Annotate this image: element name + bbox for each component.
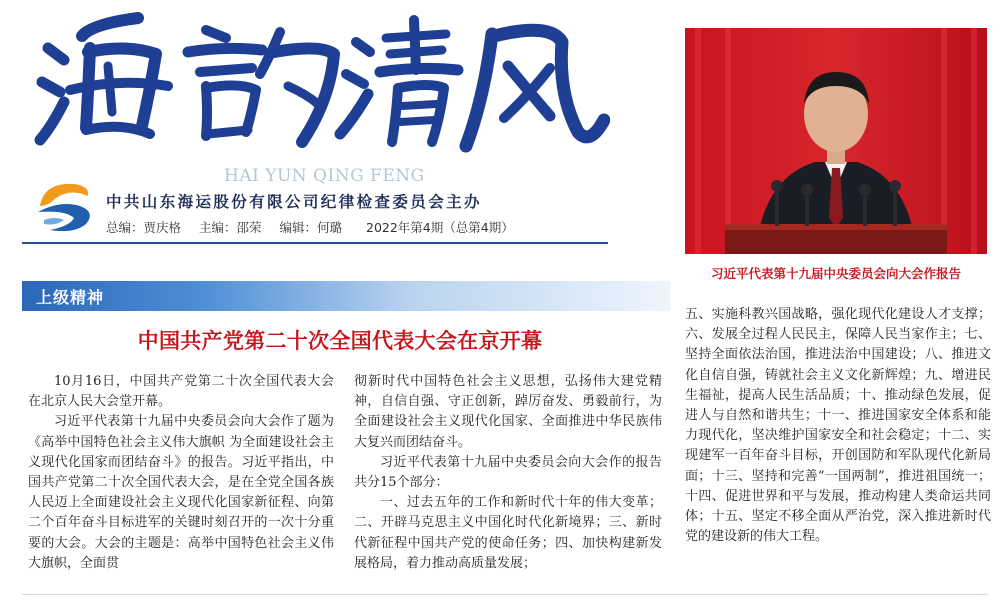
article-paragraph: 一、过去五年的工作和新时代十年的伟大变革；二、开辟马克思主义中国化时代化新境界；三、新时代新征程中国共产党的使命任务；四、加快构建新发展格局，着力推动高质量发展； [354,495,662,571]
article-paragraph: 10月16日，中国共产党第二十次全国代表大会在北京人民大会堂开幕。 [28,374,334,410]
section-label: 上级精神 [36,288,105,307]
masthead-pinyin: HAI YUN QING FENG [224,166,425,186]
article-paragraph: 彻新时代中国特色社会主义思想，弘扬伟大建党精神，自信自强、守正创新，踔厉奋发、勇毅前行，为全面建设社会主义现代化国家、全面推进中华民族伟大复兴而团结奋斗。 [354,374,662,450]
company-logo [30,176,98,234]
article-column-2 [354,372,662,574]
staff-credits [106,218,528,236]
article-column-3 [685,305,991,547]
main-editor: 主编：邵荣 [199,220,262,235]
masthead-divider [22,242,608,244]
photo-caption: 习近平代表第十九届中央委员会向大会作报告 [710,266,961,281]
chief-editor: 总编：贾庆格 [106,220,182,235]
bottom-divider [22,594,988,595]
editor: 编辑：何璐 [279,220,343,235]
article-paragraph: 习近平代表第十九届中央委员会向大会作的报告共分15个部分： [354,454,662,491]
article-paragraph: 五、实施科教兴国战略，强化现代化建设人才支撑；六、发展全过程人民民主，保障人民当家作主；七、坚持全面依法治国，推进法治中国建设；八、推进文化自信自强，铸就社会主义文化新辉煌；九、增进民生福祉，提高人民生活品质；十、推动绿色发展，促进人与自然和谐共生；十一、推进国家安全体系和能力现代化，坚决维护国家安全和社会稳定；十二、实现建军一百年奋斗目标，开创国防和军队现代化新局面；十三、坚持和完善“一国两制”，推进祖国统一；十四、促进世界和平与发展，推动构建人类命运共同体；十五、坚定不移全面从严治党，深入推进新时代党的建设新的伟大工程。 [685,307,991,545]
article-headline: 中国共产党第二十次全国代表大会在京开幕 [137,329,543,353]
article-column-1 [28,372,334,574]
issue-number: 2022年第4期（总第4期） [366,220,514,235]
article-paragraph: 习近平代表第十九届中央委员会向大会作了题为《高举中国特色社会主义伟大旗帜 为全面建设社会主义现代化国家而团结奋斗》的报告。习近平指出，中国共产党第二十次全国代表大会，是在全党全国各族人民迈上全面建设社会主义现代化国家新征程、向第二个百年奋斗目标进军的关键时刻召开的一次十分重要的大会。大会的主题是：高举中国特色社会主义伟大旗帜，全面贯 [28,414,334,571]
masthead-title-calligraphy [30,8,610,158]
sponsor-line: 中共山东海运股份有限公司纪律检查委员会主办 [106,193,482,211]
speaker-photo [685,28,987,254]
section-bar [22,281,670,311]
